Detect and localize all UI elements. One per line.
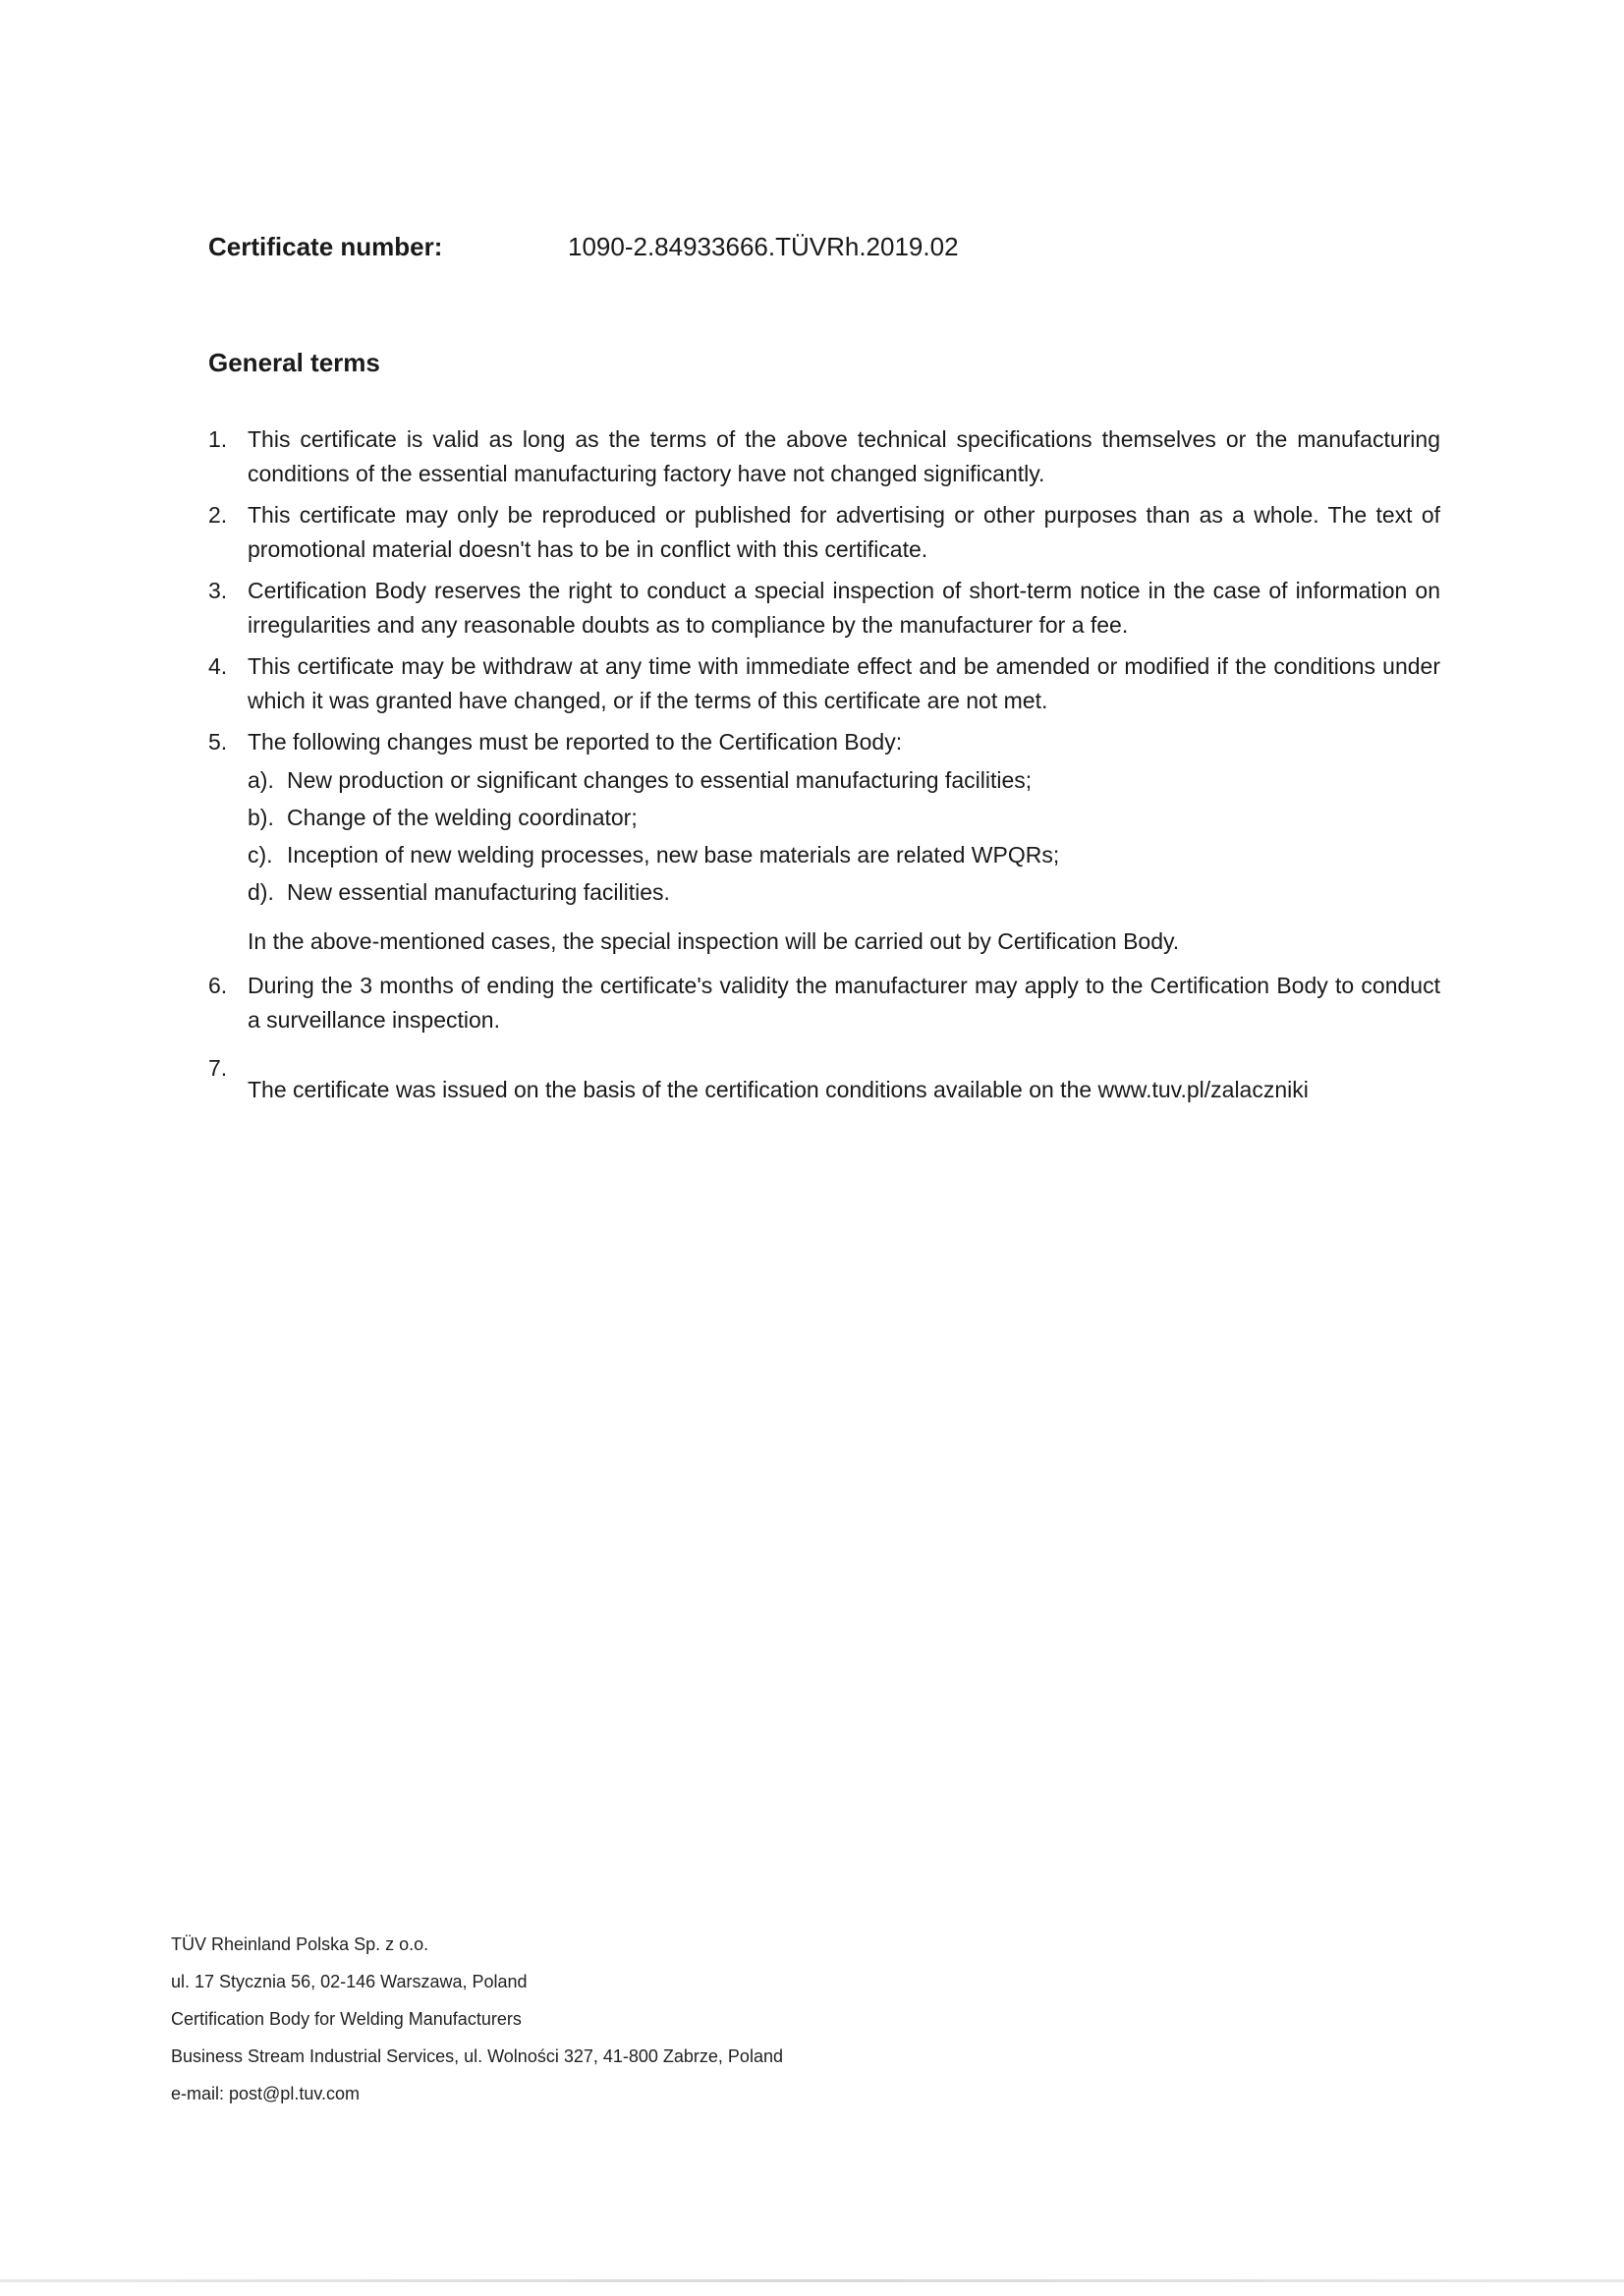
term-item-4 <box>208 649 1440 718</box>
footer-certification-body: Certification Body for Welding Manufacturers <box>171 2009 522 2029</box>
sub-item-text: Inception of new welding processes, new base materials are related WPQRs; <box>287 842 1060 868</box>
sub-item-d <box>248 873 1440 911</box>
term-item-7 <box>208 1055 1440 1107</box>
term-number: 6. <box>208 973 228 998</box>
term-text: Certification Body reserves the right to conduct a special inspection of short-term notice in the case of information on irregularities and any reasonable doubts as to compliance by the manufacturer for a fee. <box>248 578 1440 638</box>
footer-email: e-mail: post@pl.tuv.com <box>171 2084 360 2103</box>
term-item-3 <box>208 574 1440 643</box>
sub-item-number: c). <box>248 842 273 868</box>
sub-item-a <box>248 761 1440 799</box>
term-text: This certificate may be withdraw at any time with immediate effect and be amended or modified if the conditions under which it was granted have changed, or if the terms of this certificate are not met. <box>248 653 1440 713</box>
term-text: The following changes must be reported to the Certification Body: <box>248 729 903 755</box>
term-item-5 <box>208 725 1440 959</box>
term-number: 5. <box>208 729 228 755</box>
term-text: This certificate may only be reproduced or published for advertising or other purposes than as a whole. The text of promotional material doesn't has to be in conflict with this certificate. <box>248 502 1440 562</box>
sub-item-c <box>248 836 1440 873</box>
term-text: The certificate was issued on the basis of the certification conditions available on the www.tuv.pl/zalaczniki <box>248 1077 1309 1102</box>
term-text: This certificate is valid as long as the terms of the above technical specifications themselves or the manufacturing conditions of the essential manufacturing factory have not changed significantly. <box>248 426 1440 486</box>
term-text: During the 3 months of ending the certificate's validity the manufacturer may apply to the Certification Body to conduct a surveillance inspection. <box>248 973 1440 1033</box>
sub-item-number: a). <box>248 767 274 793</box>
term-number: 3. <box>208 578 228 603</box>
sub-list <box>248 761 1440 911</box>
term-number: 1. <box>208 426 228 452</box>
certificate-number-label: Certificate number: <box>208 232 443 261</box>
footer-address: ul. 17 Stycznia 56, 02-146 Warszawa, Poland <box>171 1972 528 1991</box>
term-item-2 <box>208 498 1440 567</box>
footer-company: TÜV Rheinland Polska Sp. z o.o. <box>171 1934 429 1954</box>
term-item-6 <box>208 969 1440 1037</box>
sub-item-text: New production or significant changes to essential manufacturing facilities; <box>287 767 1033 793</box>
footer-address-block <box>171 1926 783 2112</box>
term-item-1 <box>208 422 1440 491</box>
terms-list <box>208 422 1440 1114</box>
sub-item-number: b). <box>248 805 274 830</box>
sub-item-number: d). <box>248 879 274 905</box>
term-number: 7. <box>208 1055 228 1081</box>
term-number: 2. <box>208 502 228 528</box>
sub-item-b <box>248 799 1440 836</box>
term-number: 4. <box>208 653 228 679</box>
sub-item-text: Change of the welding coordinator; <box>287 805 638 830</box>
term-note: In the above-mentioned cases, the special inspection will be carried out by Certification Body. <box>248 928 1180 954</box>
footer-business-stream: Business Stream Industrial Services, ul. Wolności 327, 41-800 Zabrze, Poland <box>171 2046 783 2066</box>
section-title: General terms <box>208 348 380 377</box>
scan-edge-line <box>0 2279 1624 2282</box>
certificate-number-value: 1090-2.84933666.TÜVRh.2019.02 <box>568 232 959 261</box>
sub-item-text: New essential manufacturing facilities. <box>287 879 670 905</box>
